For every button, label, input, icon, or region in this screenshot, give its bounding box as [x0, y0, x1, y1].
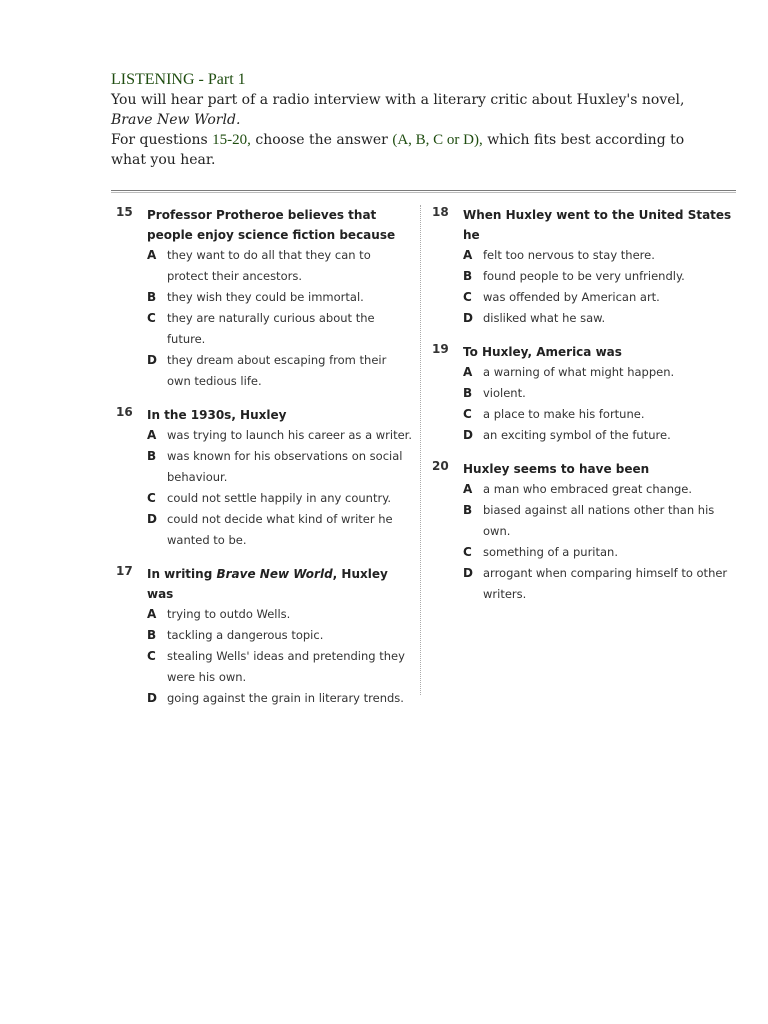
question-range: 15-20, [212, 132, 251, 148]
option-a: A a man who embraced great change. [463, 482, 693, 496]
option-a: A they want to do all that they can to protect their ancestors. [147, 248, 371, 283]
option-d: D going against the grain in literary trends. [147, 691, 404, 705]
question-20 [432, 459, 732, 605]
option-c: C they are naturally curious about the future. [147, 311, 375, 346]
novel-title: Brave New World. [111, 112, 241, 128]
option-b: B they wish they could be immortal. [147, 290, 364, 304]
question-stem: Professor Protheroe believes that people enjoy science fiction because [147, 208, 396, 242]
option-b: B found people to be very unfriendly. [463, 269, 685, 283]
instructions [111, 70, 711, 170]
question-stem: In writing Brave New World, Huxley was [147, 567, 388, 601]
option-d: D an exciting symbol of the future. [463, 428, 671, 442]
option-c: C something of a puritan. [463, 545, 618, 559]
option-b: B tackling a dangerous topic. [147, 628, 324, 642]
option-b: B biased against all nations other than his own. [463, 503, 715, 538]
right-column [432, 205, 732, 618]
instruction-line: For questions 15-20, choose the answer (A, B, C or D), which fits best according to what you hear. [111, 132, 685, 168]
question-number: 17 [116, 564, 133, 578]
column-divider [420, 205, 421, 695]
option-a: A felt too nervous to stay there. [463, 248, 655, 262]
answer-choices: (A, B, C or D), [392, 132, 483, 148]
option-c: C stealing Wells' ideas and pretending they were his own. [147, 649, 405, 684]
option-a: A trying to outdo Wells. [147, 607, 291, 621]
question-stem: Huxley seems to have been [463, 462, 650, 476]
question-19 [432, 342, 732, 446]
option-d: D could not decide what kind of writer he wanted to be. [147, 512, 393, 547]
instruction-line: You will hear part of a radio interview with a literary critic about Huxley's novel, Brave New World. [111, 92, 685, 128]
question-number: 15 [116, 205, 133, 219]
novel-title: Brave New World [216, 567, 333, 581]
question-stem: When Huxley went to the United States he [463, 208, 732, 242]
question-number: 16 [116, 405, 133, 419]
question-stem: To Huxley, America was [463, 345, 622, 359]
option-b: B violent. [463, 386, 526, 400]
option-d: D disliked what he saw. [463, 311, 606, 325]
question-number: 18 [432, 205, 449, 219]
question-18 [432, 205, 732, 329]
option-c: C was offended by American art. [463, 290, 660, 304]
question-number: 19 [432, 342, 449, 356]
option-d: D arrogant when comparing himself to other writers. [463, 566, 728, 601]
option-b: B was known for his observations on social behaviour. [147, 449, 403, 484]
left-column [116, 205, 412, 722]
question-15 [116, 205, 412, 392]
question-17 [116, 564, 412, 709]
option-d: D they dream about escaping from their own tedious life. [147, 353, 387, 388]
question-16 [116, 405, 412, 551]
question-number: 20 [432, 459, 449, 473]
option-a: A was trying to launch his career as a writer. [147, 428, 413, 442]
horizontal-rule [111, 190, 736, 193]
option-c: C a place to make his fortune. [463, 407, 645, 421]
option-a: A a warning of what might happen. [463, 365, 675, 379]
section-title: LISTENING - Part 1 [111, 71, 246, 88]
question-stem: In the 1930s, Huxley [147, 408, 287, 422]
option-c: C could not settle happily in any country. [147, 491, 392, 505]
